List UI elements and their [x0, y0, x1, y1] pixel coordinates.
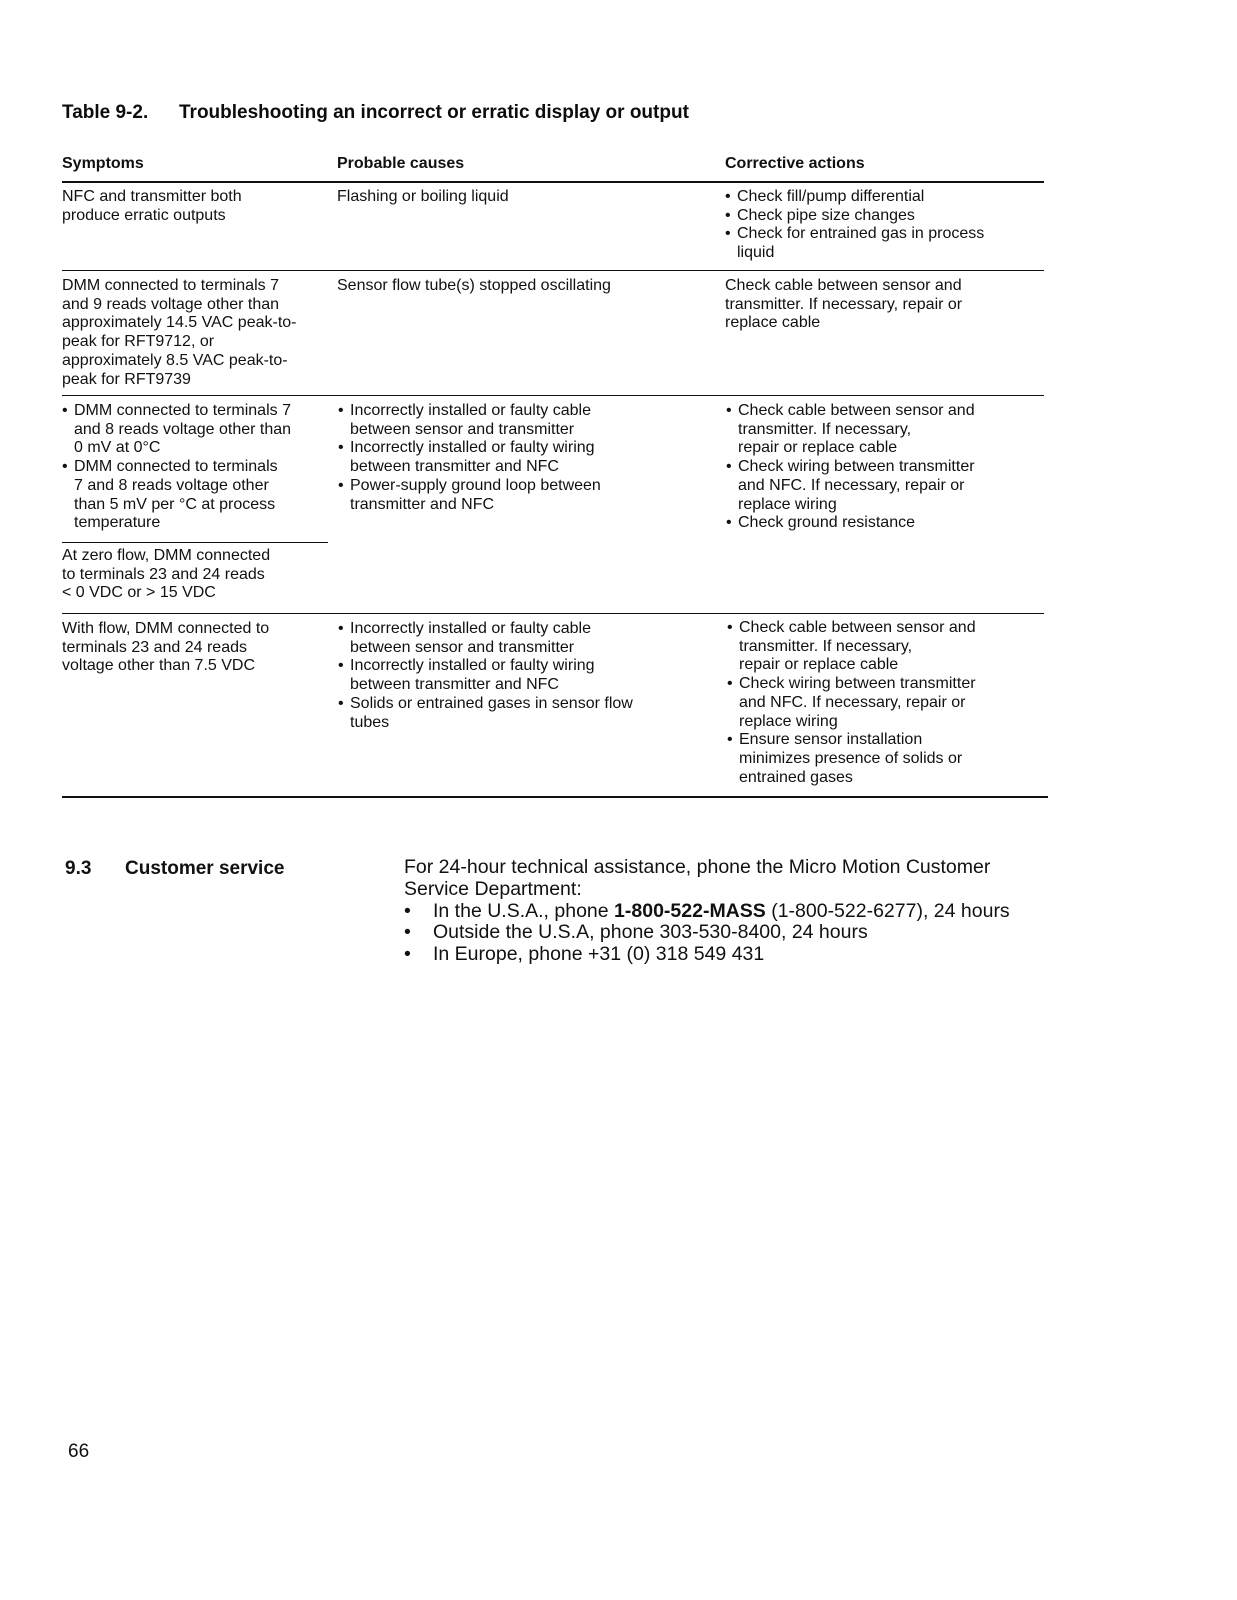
text-line: Flashing or boiling liquid: [337, 188, 509, 205]
row1-cause: [337, 188, 707, 207]
list-item: [62, 402, 327, 458]
list-item: [726, 458, 1046, 514]
list-item: • Outside the U.S.A, phone 303-530-8400, 24 hours: [404, 922, 1044, 944]
text-line: • Incorrectly installed or faulty cable: [350, 620, 591, 637]
text-line: 7 and 8 reads voltage other: [74, 476, 269, 494]
section-title: Customer service: [125, 858, 285, 879]
text-line: replace cable: [725, 314, 821, 332]
text-line: voltage other than 7.5 VDC: [62, 657, 256, 675]
text-line: replace wiring: [738, 495, 837, 513]
text-line: • DMM connected to terminals: [74, 458, 278, 476]
row4-actions: [727, 619, 1047, 787]
list-item: • In Europe, phone +31 (0) 318 549 431: [404, 944, 1044, 966]
text-line: Service Department:: [404, 877, 582, 900]
text-line: • Check pipe size changes: [737, 206, 915, 224]
text-line: temperature: [74, 514, 161, 532]
list-item: [725, 207, 1045, 226]
text-line: • Check wiring between transmitter: [739, 675, 976, 693]
list-item: [338, 439, 708, 476]
text-line: DMM connected to terminals 7: [62, 277, 279, 294]
row3-symptom-zero-flow: [62, 547, 327, 603]
text-line: transmitter. If necessary,: [739, 637, 913, 655]
symptom-sub-divider: [62, 542, 328, 543]
text-line: • Incorrectly installed or faulty wiring: [350, 439, 595, 457]
row-divider: [62, 395, 1044, 396]
text-line: tubes: [350, 713, 390, 731]
text-line: For 24-hour technical assistance, phone the Micro Motion Customer: [404, 856, 991, 878]
text-line: repair or replace cable: [738, 439, 898, 457]
page-number: 66: [68, 1441, 90, 1462]
text-line: approximately 8.5 VAC peak-to-: [62, 351, 288, 369]
text-line: entrained gases: [739, 768, 853, 786]
row4-symptom: [62, 620, 327, 676]
header-causes: Probable causes: [337, 155, 465, 172]
list-item: [727, 619, 1047, 675]
text-line: minimizes presence of solids or: [739, 749, 963, 767]
text-line: liquid: [737, 244, 775, 262]
row2-cause: [337, 277, 707, 296]
row-divider: [62, 613, 1044, 614]
text-line: 0 mV at 0°C: [74, 439, 161, 457]
list-item: [338, 477, 708, 514]
row3-actions: [726, 402, 1046, 533]
row3-symptom: [62, 402, 327, 533]
table-number: Table 9-2.: [62, 102, 149, 123]
text-line: and 9 reads voltage other than: [62, 295, 280, 313]
text-line: and NFC. If necessary, repair or: [739, 693, 966, 711]
row1-symptom: [62, 188, 322, 225]
list-item: [338, 695, 708, 732]
list-item: [404, 901, 1044, 923]
section-number: 9.3: [65, 858, 92, 879]
text-line: • Power-supply ground loop between: [350, 476, 601, 494]
text-line: between sensor and transmitter: [350, 420, 575, 438]
list-item: [725, 188, 1045, 207]
list-item: [727, 731, 1047, 787]
text-line: peak for RFT9712, or: [62, 333, 215, 351]
list-item: [726, 514, 1046, 533]
text-line: • Check fill/pump differential: [737, 188, 925, 205]
text-line: replace wiring: [739, 712, 838, 730]
table-bottom-rule: [62, 796, 1048, 798]
table-title: [62, 102, 689, 124]
list-item: [726, 402, 1046, 458]
header-actions: Corrective actions: [725, 155, 865, 172]
list-item: [62, 458, 327, 533]
text-line: peak for RFT9739: [62, 370, 191, 388]
text-line: to terminals 23 and 24 reads: [62, 565, 265, 583]
text-line: transmitter and NFC: [350, 495, 495, 513]
table-title-text: Troubleshooting an incorrect or erratic display or output: [179, 102, 689, 123]
text-line: approximately 14.5 VAC peak-to-: [62, 314, 297, 332]
section-body: [404, 857, 1044, 966]
text-line: • Incorrectly installed or faulty wiring: [350, 657, 595, 675]
row3-causes: [338, 402, 708, 514]
text-line: between sensor and transmitter: [350, 638, 575, 656]
list-item: [338, 657, 708, 694]
text-line: At zero flow, DMM connected: [62, 547, 271, 564]
text-line: • Check ground resistance: [738, 514, 915, 532]
header-rule: [62, 181, 1044, 183]
text-line: With flow, DMM connected to: [62, 620, 270, 637]
text-line: • Check cable between sensor and: [738, 402, 975, 419]
list-item: [338, 402, 708, 439]
row1-actions: [725, 188, 1045, 263]
text-line: • Check cable between sensor and: [739, 619, 976, 636]
text-line: than 5 mV per °C at process: [74, 495, 276, 513]
row-divider: [62, 270, 1044, 271]
phone-number-bold: 1-800-522-MASS: [614, 899, 766, 922]
list-item: [338, 620, 708, 657]
text-line: between transmitter and NFC: [350, 676, 559, 694]
text-line: and NFC. If necessary, repair or: [738, 476, 965, 494]
text-line: terminals 23 and 24 reads: [62, 638, 247, 656]
text-line: < 0 VDC or > 15 VDC: [62, 584, 216, 602]
text-line: between transmitter and NFC: [350, 458, 559, 476]
list-item: [727, 675, 1047, 731]
text-line: • Check for entrained gas in process: [737, 225, 985, 243]
text-line: • DMM connected to terminals 7: [74, 402, 291, 419]
text-line: • Incorrectly installed or faulty cable: [350, 402, 591, 419]
text-line: produce erratic outputs: [62, 206, 226, 224]
text-line: Sensor flow tube(s) stopped oscillating: [337, 277, 611, 294]
list-item: [725, 225, 1045, 262]
row2-action: [725, 277, 1045, 333]
text-line: repair or replace cable: [739, 656, 899, 674]
text-line: • Ensure sensor installation: [739, 731, 923, 749]
text-line: • Solids or entrained gases in sensor flow: [350, 694, 633, 712]
header-symptoms: Symptoms: [62, 155, 144, 172]
text-line: transmitter. If necessary,: [738, 420, 912, 438]
text-line: • Check wiring between transmitter: [738, 458, 975, 476]
row4-causes: [338, 620, 708, 732]
text-line: NFC and transmitter both: [62, 188, 242, 205]
text-line: and 8 reads voltage other than: [74, 420, 292, 438]
text-line: Check cable between sensor and: [725, 277, 962, 294]
text-line: transmitter. If necessary, repair or: [725, 295, 963, 313]
row2-symptom: [62, 277, 324, 389]
text-fragment: In the U.S.A., phone: [433, 899, 615, 922]
text-fragment: (1-800-522-6277), 24 hours: [765, 899, 1010, 922]
